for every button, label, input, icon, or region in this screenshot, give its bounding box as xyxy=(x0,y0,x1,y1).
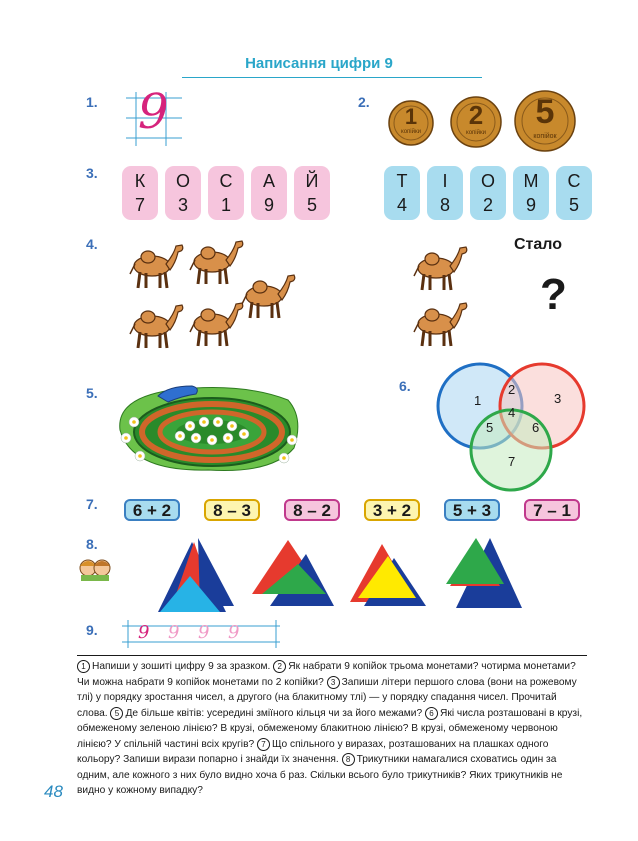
card-letter: Т xyxy=(396,171,408,191)
expression-plaque: 6 + 2 xyxy=(124,499,180,521)
question-mark: ? xyxy=(540,270,567,319)
coin-1 xyxy=(388,100,434,151)
traced-9: 9 xyxy=(168,622,180,643)
venn-number: 4 xyxy=(508,405,516,420)
camel-7 xyxy=(414,303,467,346)
card-letter: М xyxy=(523,171,539,191)
task-label-3: 3. xyxy=(86,165,98,181)
card-letter: К xyxy=(134,171,146,191)
camel-4 xyxy=(130,305,183,348)
blue-card xyxy=(384,166,420,220)
instruction-number: 6 xyxy=(425,707,438,720)
coin-word-2: копійки xyxy=(466,130,486,136)
venn-number: 6 xyxy=(532,420,540,435)
expression-plaque: 8 – 3 xyxy=(204,499,260,521)
camel-6 xyxy=(414,247,467,290)
coin-5 xyxy=(514,90,576,157)
coin-2 xyxy=(450,96,502,153)
blue-card xyxy=(427,166,463,220)
blue-cards xyxy=(384,166,592,220)
stalo-label: Стало xyxy=(514,236,563,253)
digit-9: 9 xyxy=(138,84,169,140)
card-number: 2 xyxy=(482,195,493,215)
sample-9: 9 xyxy=(138,622,150,643)
pink-card xyxy=(208,166,244,220)
task-label-9: 9. xyxy=(86,622,98,638)
card-letter: І xyxy=(442,171,448,191)
camel-5 xyxy=(190,303,243,346)
pink-card xyxy=(122,166,158,220)
instructions-text xyxy=(77,659,587,799)
card-letter: Й xyxy=(305,171,319,191)
card-number: 7 xyxy=(134,195,145,215)
blue-card xyxy=(470,166,506,220)
instruction-number: 5 xyxy=(110,707,123,720)
page-title: Написання цифри 9 xyxy=(245,55,393,72)
venn-number: 5 xyxy=(486,420,494,435)
blue-card xyxy=(513,166,549,220)
pink-cards xyxy=(122,166,330,220)
triangle-group-2 xyxy=(252,540,334,606)
card-number: 9 xyxy=(263,195,274,215)
card-number: 3 xyxy=(177,195,188,215)
triangle-group-4 xyxy=(446,538,522,608)
instruction-text: Трикутники намагалися сховатись один за одним, але кожного з них було видно хоча б раз. Скільки всього було трикутників? Яких трикутників не видно у кожному випадку? xyxy=(77,754,563,796)
pink-card xyxy=(251,166,287,220)
card-number: 5 xyxy=(306,195,317,215)
task-label-6: 6. xyxy=(399,378,411,394)
instruction-text: Запиши літери першого слова (вони на рожевому тлі) у порядку зростання чисел, а другого (на блакитному тлі) — у порядку спадання чисел. Прочитай слова. xyxy=(77,676,577,719)
task-label-1: 1. xyxy=(86,94,98,110)
coin-word-5: копійок xyxy=(533,133,557,140)
venn-number: 7 xyxy=(508,454,516,469)
expression-plaque: 7 – 1 xyxy=(524,499,580,521)
expression-plaque: 3 + 2 xyxy=(364,499,420,521)
coin-value-1: 1 xyxy=(404,104,418,129)
venn-diagram xyxy=(432,358,602,498)
traced-9: 9 xyxy=(198,622,210,643)
instruction-text: Де більше квітів: усередині зміїного кільця чи за його межами? xyxy=(125,707,423,719)
triangle-group-3 xyxy=(350,544,426,606)
expression-plaque: 5 + 3 xyxy=(444,499,500,521)
instruction-number: 3 xyxy=(327,676,340,689)
title-underline xyxy=(182,77,482,78)
card-letter: О xyxy=(175,171,190,191)
instruction-text: Як набрати 9 копійок трьома монетами? чотирма монетами? Чи можна набрати 9 копійок монетами по 2 копійки? xyxy=(77,661,576,688)
card-letter: С xyxy=(219,171,233,191)
blue-card xyxy=(556,166,592,220)
task-label-5: 5. xyxy=(86,385,98,401)
coin-value-5: 5 xyxy=(535,93,555,131)
instruction-number: 1 xyxy=(77,660,90,673)
traced-9: 9 xyxy=(228,622,240,643)
pink-card xyxy=(165,166,201,220)
card-number: 8 xyxy=(439,195,450,215)
venn-number: 3 xyxy=(554,391,562,406)
card-letter: А xyxy=(262,171,275,191)
instruction-text: Які числа розташовані в крузі, обмеженому зеленою лінією? В крузі, обмеженому блакитною лінією? В крузі, обмеженому червоною лінією? У спільній частині всіх кругів? xyxy=(77,707,583,750)
text-separator xyxy=(77,655,587,656)
coin-value-2: 2 xyxy=(468,100,484,130)
instruction-number: 8 xyxy=(342,753,355,766)
venn-number: 2 xyxy=(508,382,516,397)
instruction-text: Що спільного у виразах, розташованих на плашках одного кольору? Запиши вирази попарно і знайди їх значення. xyxy=(77,738,549,765)
snake-picture xyxy=(112,378,304,483)
card-letter: С xyxy=(567,171,581,191)
venn-number: 1 xyxy=(474,393,482,408)
instruction-number: 2 xyxy=(273,660,286,673)
digit-9-sample xyxy=(124,84,184,148)
coin-word-1: копійки xyxy=(401,129,421,135)
children-icon xyxy=(78,556,112,587)
card-number: 4 xyxy=(396,195,407,215)
card-letter: О xyxy=(480,171,495,191)
instruction-text: Напиши у зошиті цифру 9 за зразком. xyxy=(92,661,271,672)
task-label-8: 8. xyxy=(86,536,98,552)
camel-3 xyxy=(242,275,295,318)
card-number: 1 xyxy=(220,195,231,215)
triangles-picture xyxy=(150,536,530,616)
camel-2 xyxy=(190,241,243,284)
pink-card xyxy=(294,166,330,220)
card-number: 5 xyxy=(568,195,579,215)
task-label-4: 4. xyxy=(86,236,98,252)
camel-1 xyxy=(130,245,183,288)
card-number: 9 xyxy=(525,195,536,215)
instruction-number: 7 xyxy=(257,738,270,751)
expression-plaque: 8 – 2 xyxy=(284,499,340,521)
triangle-group-1 xyxy=(156,538,234,614)
task-label-7: 7. xyxy=(86,496,98,512)
page-number: 48 xyxy=(44,782,63,801)
task-label-2: 2. xyxy=(358,94,370,110)
